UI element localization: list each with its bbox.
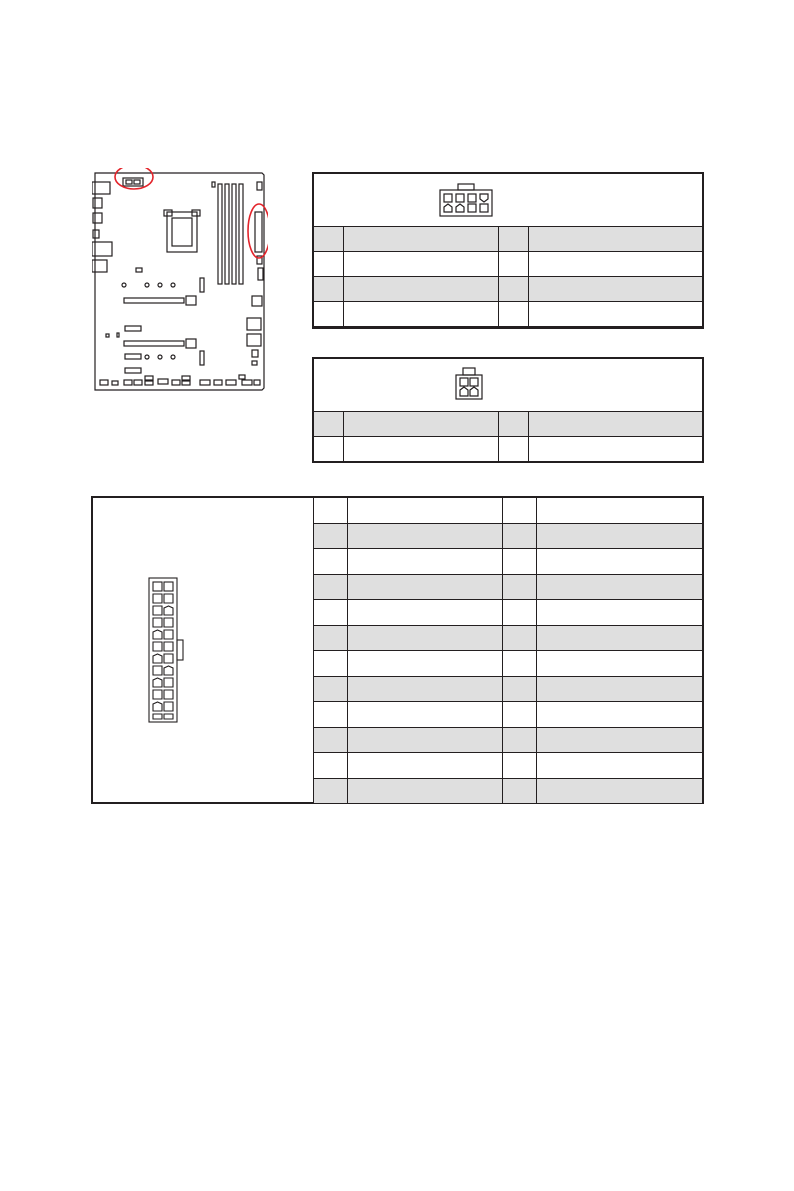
signal-cell: [537, 676, 703, 702]
table-row: [314, 753, 703, 779]
pin-cell: [314, 651, 348, 677]
signal-cell: [344, 252, 499, 277]
signal-cell: [348, 600, 503, 626]
signal-cell: [348, 727, 503, 753]
table-row: [314, 437, 703, 462]
pin-cell: [314, 778, 348, 804]
pin-cell: [314, 549, 348, 575]
cpu-power-8pin-table: [313, 226, 703, 327]
signal-cell: [537, 549, 703, 575]
pin-cell: [314, 252, 344, 277]
signal-cell: [348, 676, 503, 702]
pin-cell: [499, 277, 529, 302]
table-row: [314, 549, 703, 575]
pin-cell: [314, 302, 344, 327]
pin-cell: [499, 227, 529, 252]
cpu-power-4pin-box: [312, 357, 704, 463]
table-row: [314, 252, 703, 277]
table-row: [314, 625, 703, 651]
table-row: [314, 702, 703, 728]
signal-cell: [537, 600, 703, 626]
table-row: [314, 727, 703, 753]
pin-cell: [503, 574, 537, 600]
signal-cell: [529, 252, 703, 277]
pin-cell: [314, 227, 344, 252]
signal-cell: [537, 727, 703, 753]
signal-cell: [529, 437, 703, 462]
signal-cell: [344, 437, 499, 462]
pin-cell: [314, 702, 348, 728]
signal-cell: [344, 277, 499, 302]
table-row: [314, 302, 703, 327]
table-header-row: [314, 227, 703, 252]
pin-cell: [503, 523, 537, 549]
pin-cell: [314, 574, 348, 600]
pin-cell: [503, 498, 537, 524]
signal-cell: [348, 651, 503, 677]
pin-cell: [503, 651, 537, 677]
signal-cell: [537, 625, 703, 651]
signal-cell: [344, 227, 499, 252]
pin-cell: [503, 549, 537, 575]
pin-cell: [499, 412, 529, 437]
table-row: [314, 600, 703, 626]
signal-cell: [529, 302, 703, 327]
signal-cell: [529, 227, 703, 252]
signal-cell: [344, 302, 499, 327]
pin-cell: [499, 252, 529, 277]
signal-cell: [348, 625, 503, 651]
signal-cell: [348, 498, 503, 524]
pin-cell: [314, 437, 344, 462]
atx-power-24pin-table: [313, 497, 703, 804]
pin-cell: [503, 600, 537, 626]
pin-cell: [314, 523, 348, 549]
signal-cell: [537, 651, 703, 677]
signal-cell: [537, 753, 703, 779]
signal-cell: [348, 549, 503, 575]
signal-cell: [529, 412, 703, 437]
table-row: [314, 523, 703, 549]
signal-cell: [348, 702, 503, 728]
signal-cell: [529, 277, 703, 302]
table-row: [314, 498, 703, 524]
connector-4pin-icon: [454, 365, 484, 401]
pin-cell: [503, 778, 537, 804]
cpu-power-8pin-box: [312, 172, 704, 329]
pin-cell: [314, 498, 348, 524]
pin-cell: [503, 625, 537, 651]
motherboard-layout-diagram: [92, 168, 268, 392]
pin-cell: [314, 600, 348, 626]
signal-cell: [537, 778, 703, 804]
table-row: [314, 277, 703, 302]
pin-cell: [503, 676, 537, 702]
signal-cell: [537, 702, 703, 728]
signal-cell: [344, 412, 499, 437]
pin-cell: [314, 676, 348, 702]
signal-cell: [348, 778, 503, 804]
table-header-row: [314, 412, 703, 437]
signal-cell: [348, 753, 503, 779]
signal-cell: [537, 523, 703, 549]
connector-8pin-icon: [438, 180, 494, 218]
table-row: [314, 651, 703, 677]
pin-cell: [499, 437, 529, 462]
pin-cell: [503, 727, 537, 753]
pin-cell: [314, 277, 344, 302]
table-row: [314, 574, 703, 600]
pin-cell: [314, 753, 348, 779]
table-row: [314, 778, 703, 804]
table-row: [314, 676, 703, 702]
pin-cell: [503, 702, 537, 728]
signal-cell: [537, 574, 703, 600]
signal-cell: [348, 523, 503, 549]
signal-cell: [537, 498, 703, 524]
connector-24pin-icon: [147, 576, 189, 724]
atx-power-24pin-box: [91, 496, 704, 804]
pin-cell: [499, 302, 529, 327]
pin-cell: [503, 753, 537, 779]
cpu-power-4pin-table: [313, 411, 703, 462]
pin-cell: [314, 412, 344, 437]
pin-cell: [314, 625, 348, 651]
signal-cell: [348, 574, 503, 600]
pin-cell: [314, 727, 348, 753]
